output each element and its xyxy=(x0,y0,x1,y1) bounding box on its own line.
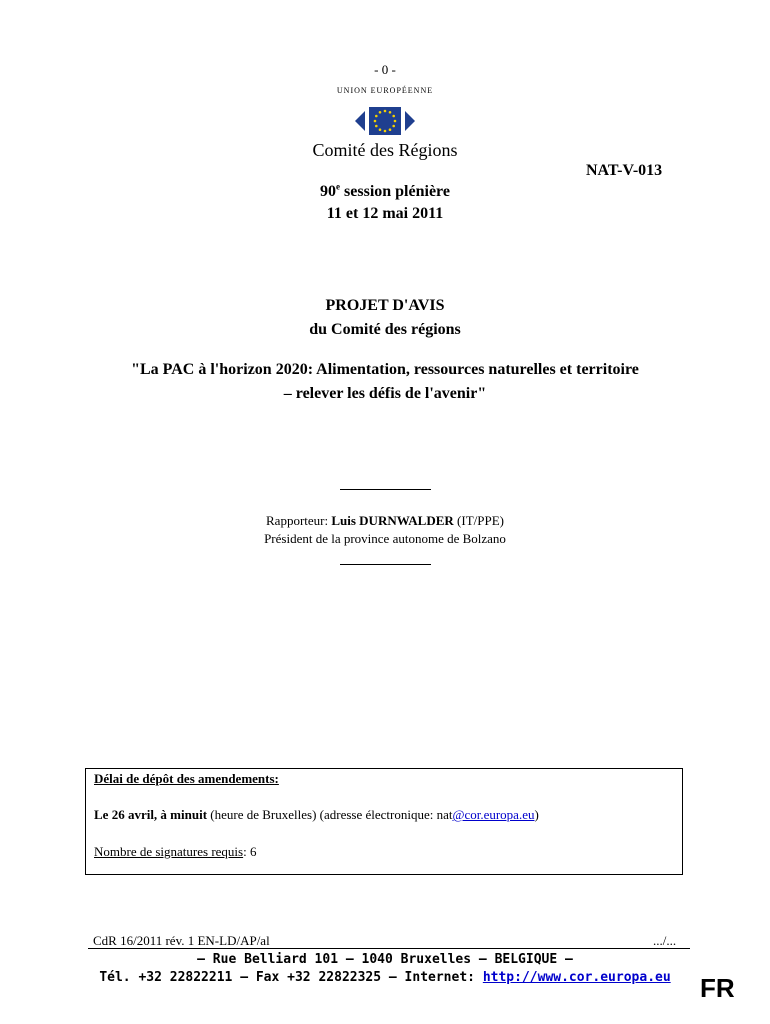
session-block xyxy=(0,181,770,225)
org-name: Comité des Régions xyxy=(312,140,458,160)
footer-address: — Rue Belliard 101 — 1040 Bruxelles — BELGIQUE — xyxy=(197,952,573,967)
deadline-text: (heure de Bruxelles) (adresse électronique: nat xyxy=(207,807,453,822)
subject-block xyxy=(0,358,770,406)
amendments-signatures xyxy=(94,844,256,860)
signatures-label: Nombre de signatures requis xyxy=(94,844,244,859)
document-title: PROJET D'AVIS xyxy=(325,297,445,314)
subject-line-2: – relever les défis de l'avenir" xyxy=(283,385,487,402)
footer-address-block xyxy=(0,951,770,987)
cor-logo-icon xyxy=(355,104,415,138)
page-number: - 0 - xyxy=(374,62,396,77)
rapporteur-party: (IT/PPE) xyxy=(453,513,504,528)
title-block xyxy=(0,294,770,342)
deadline-date: Le 26 avril, à minuit xyxy=(94,807,208,822)
rapporteur-line xyxy=(0,512,770,530)
session-label: session plénière xyxy=(340,183,450,200)
session-superscript: e xyxy=(336,181,341,192)
footer-contact-line xyxy=(0,969,770,987)
divider-top xyxy=(340,489,431,490)
signatures-value: : 6 xyxy=(243,844,257,859)
subject-line-1: "La PAC à l'horizon 2020: Alimentation, ressources naturelles et territoire xyxy=(131,361,639,378)
rapporteur-role: Président de la province autonome de Bolzano xyxy=(264,531,506,546)
amendments-box xyxy=(85,768,683,875)
session-number: 90 xyxy=(320,183,337,200)
footer-continued: .../... xyxy=(653,933,677,948)
footer-divider xyxy=(88,948,690,949)
deadline-close: ) xyxy=(534,807,539,822)
divider-bottom xyxy=(340,564,431,565)
amendments-title: Délai de dépôt des amendements xyxy=(94,771,275,786)
rapporteur-block xyxy=(0,512,770,548)
org-union-label: UNION EUROPÉENNE xyxy=(336,86,434,95)
document-subtitle: du Comité des régions xyxy=(309,321,461,338)
website-link[interactable]: http://www.cor.europa.eu xyxy=(482,970,671,985)
email-link[interactable]: @cor.europa.eu xyxy=(452,807,535,822)
footer-reference: CdR 16/2011 rév. 1 EN-LD/AP/al xyxy=(93,933,270,948)
language-code: FR xyxy=(700,973,735,1003)
amendments-title-line xyxy=(94,771,279,787)
amendments-title-colon: : xyxy=(274,771,279,786)
document-reference: NAT-V-013 xyxy=(586,162,663,179)
amendments-deadline xyxy=(94,807,539,823)
rapporteur-label: Rapporteur: xyxy=(266,513,332,528)
footer-contact: Tél. +32 22822211 — Fax +32 22822325 — Internet: xyxy=(99,970,483,985)
session-dates: 11 et 12 mai 2011 xyxy=(326,205,444,222)
session-title xyxy=(0,181,770,203)
rapporteur-name: Luis DURNWALDER xyxy=(331,513,454,528)
